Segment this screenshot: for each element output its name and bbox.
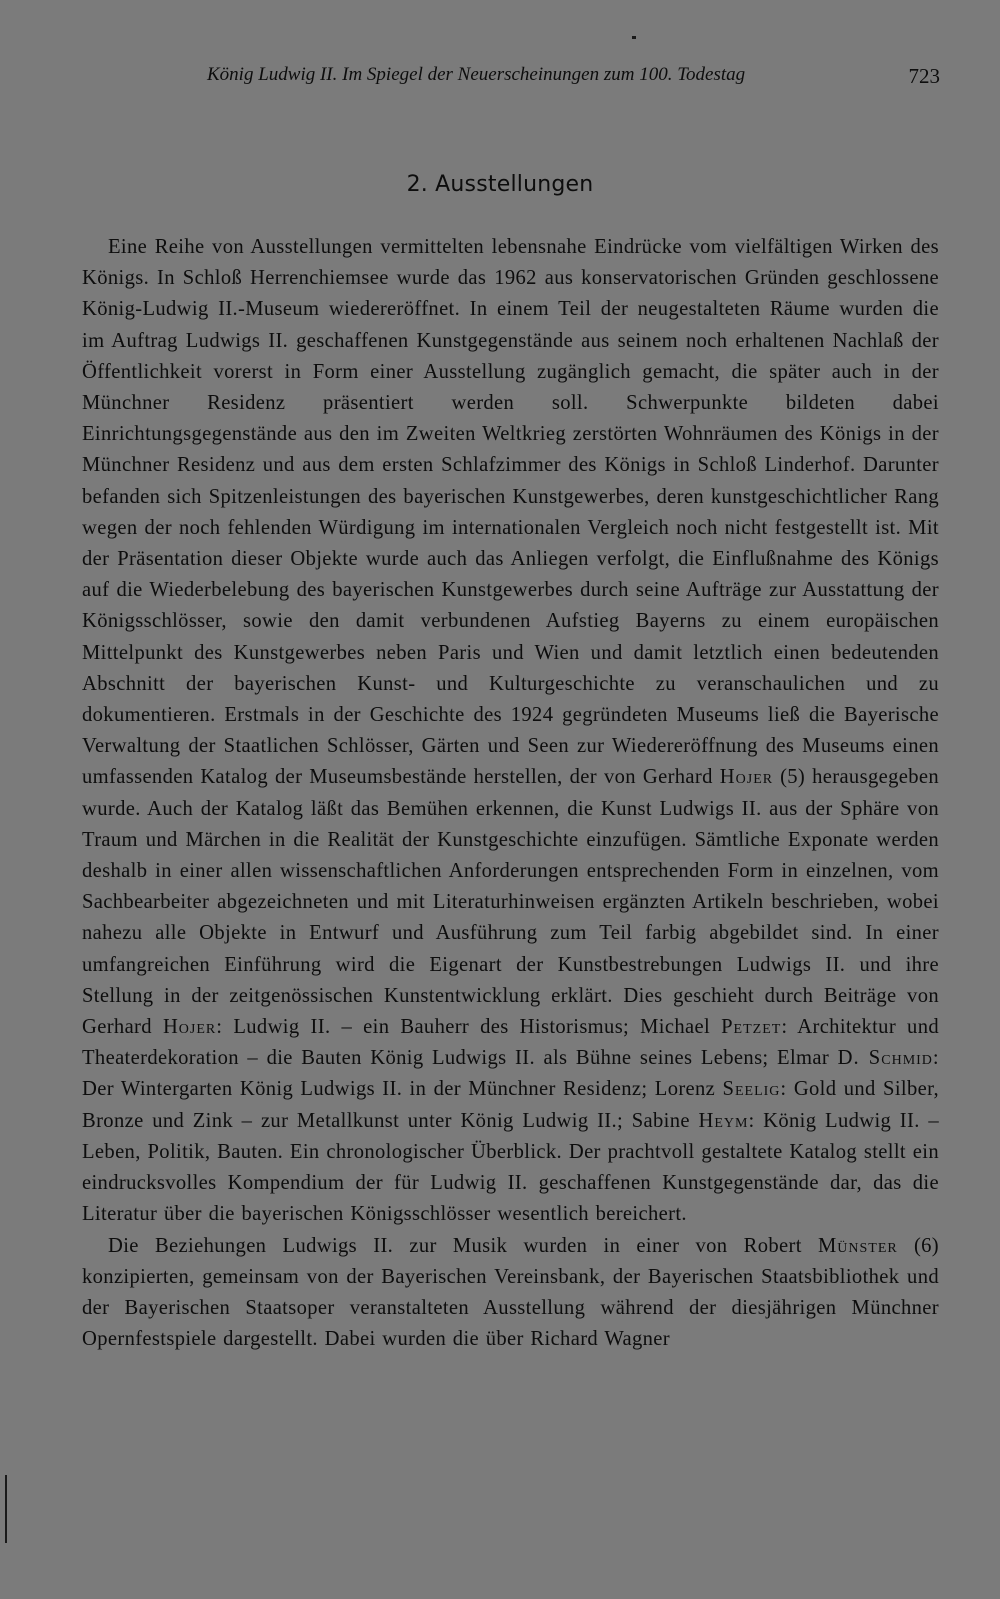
author-name: D. Schmid (837, 1047, 933, 1070)
margin-line-mark (5, 1475, 7, 1543)
page-number: 723 (908, 64, 940, 88)
print-speck (632, 36, 636, 39)
running-title: König Ludwig II. Im Spiegel der Neuerscheinungen zum 100. Todestag (207, 64, 746, 85)
text-run: : König Ludwig II. – Leben, Politik, Bauten. Ein chronologischer Überblick. Der prachtvoll gestaltete Katalog stellt ein eindrucksvolles Kompendium der für Ludwig II. geschaffenen Kunstgegenstände dar, das die Literatur über die bayerischen Königsschlösser wesentlich bereichert. (82, 1109, 939, 1226)
text-run: : Der Wintergarten König Ludwigs II. in der Münchner Residenz; Lorenz (82, 1047, 939, 1101)
text-run: (5) herausgegeben wurde. Auch der Katalog läßt das Bemühen erkennen, die Kunst Ludwigs II. aus der Sphäre von Traum und Märchen in die Realität der Kunstgeschichte einzufügen. Sämtliche Exponate werden deshalb in einer allen wissenschaftlichen Anforderungen entsprechenden Form in einzelnen, vom Sachbearbeiter abgezeichneten und mit Literaturhinweisen ergänzten Artikeln beschrieben, wobei nahezu alle Objekte in Entwurf und Ausführung zum Teil farbig abgebildet sind. In einer umfangreichen Einführung wird die Eigenart der Kunstbestrebungen Ludwigs II. und ihre Stellung in der zeitgenössischen Kunstentwicklung erklärt. Dies geschieht durch Beiträge von Gerhard (82, 766, 940, 1039)
author-name: Hojer (719, 766, 774, 789)
author-name: Hojer (162, 1016, 217, 1039)
text-run: : Architektur und Theaterdekoration – die Bauten König Ludwigs II. als Bühne seines Lebens; Elmar (82, 1016, 939, 1070)
author-name: Münster (817, 1234, 898, 1257)
text-run: : Gold und Silber, Bronze und Zink – zur Metallkunst unter König Ludwig II.; Sabine (82, 1078, 939, 1132)
text-run: Die Beziehungen Ludwigs II. zur Musik wurden in einer von Robert (108, 1234, 818, 1257)
running-header (82, 64, 940, 94)
text-run: (6) konzipierten, gemeinsam von der Bayerischen Vereinsbank, der Bayerischen Staatsbibliothek und der Bayerischen Staatsoper veranstalteten Ausstellung während der diesjährigen Münchner Opernfestspiele dargestellt. Dabei wurden die über Richard Wagner (82, 1234, 940, 1351)
author-name: Seelig (722, 1078, 781, 1101)
author-name: Petzet (721, 1016, 782, 1039)
paragraph-exhibitions-herrenchiemsee (82, 232, 939, 1231)
text-run: Eine Reihe von Ausstellungen vermittelten lebensnahe Eindrücke vom vielfältigen Wirken des Königs. In Schloß Herrenchiemsee wurde das 1962 aus konservatorischen Gründen geschlossene König-Ludwig II.-Museum wiedereröffnet. In einem Teil der neugestalteten Räume wurden die im Auftrag Ludwigs II. geschaffenen Kunstgegenstände aus seinem noch erhaltenen Nachlaß der Öffentlichkeit vorerst in Form einer Ausstellung zugänglich gemacht, die später auch in der Münchner Residenz präsentiert werden soll. Schwerpunkte bildeten dabei Einrichtungsgegenstände aus den im Zweiten Weltkrieg zerstörten Wohnräumen des Königs in der Münchner Residenz und aus dem ersten Schlafzimmer des Königs in Schloß Linderhof. Darunter befanden sich Spitzenleistungen des bayerischen Kunstgewerbes, deren kunstgeschichtlicher Rang wegen der noch fehlenden Würdigung im internationalen Vergleich noch nicht festgestellt ist. Mit der Präsentation dieser Objekte wurde auch das Anliegen verfolgt, die Einflußnahme des Königs auf die Wiederbelebung des bayerischen Kunstgewerbes durch seine Aufträge zur Ausstattung der Königsschlösser, sowie den damit verbundenen Aufstieg Bayerns zu einem europäischen Mittelpunkt des Kunstgewerbes neben Paris und Wien und damit letztlich einen bedeutenden Abschnitt der bayerischen Kunst- und Kulturgeschichte zu veranschaulichen und zu dokumentieren. Erstmals in der Geschichte des 1924 gegründeten Museums ließ die Bayerische Verwaltung der Staatlichen Schlösser, Gärten und Seen zur Wiedereröffnung des Museums einen umfassenden Katalog der Museumsbestände herstellen, der von Gerhard (82, 236, 939, 789)
paragraph-music-exhibition (82, 1231, 939, 1356)
text-run: : Ludwig II. – ein Bauherr des Historismus; Michael (216, 1016, 722, 1039)
section-heading: 2. Ausstellungen (406, 172, 594, 197)
body-text (82, 232, 939, 1355)
author-name: Heym (698, 1109, 749, 1132)
